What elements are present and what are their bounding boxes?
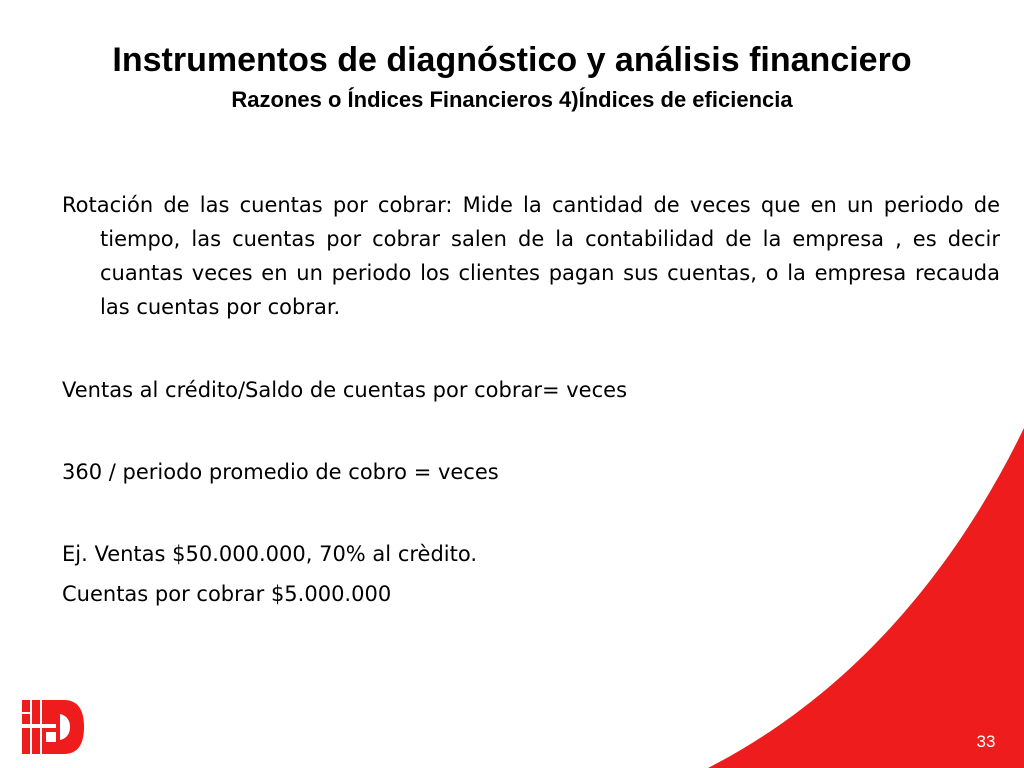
- page-number: 33: [976, 732, 996, 751]
- example-receivables: Cuentas por cobrar $5.000.000: [62, 582, 392, 606]
- example-sales: Ej. Ventas $50.000.000, 70% al crèdito.: [62, 542, 478, 566]
- definition-paragraph: Rotación de las cuentas por cobrar: Mide la cantidad de veces que en un periodo de tiempo, las cuentas por cobrar salen de la contabilidad de la empresa , es decir cuantas veces en un periodo los clientes pagan sus cuentas, o la empresa recauda las cuentas por cobrar.: [62, 193, 1000, 319]
- formula-360-period: 360 / periodo promedio de cobro = veces: [62, 460, 499, 484]
- formula-sales-credit: Ventas al crédito/Saldo de cuentas por cobrar= veces: [62, 378, 628, 402]
- slide-subtitle: Razones o Índices Financieros 4)Índices de eficiencia: [231, 87, 793, 112]
- ib-logo-icon: [22, 700, 84, 754]
- slide-title: Instrumentos de diagnóstico y análisis financiero: [112, 41, 912, 79]
